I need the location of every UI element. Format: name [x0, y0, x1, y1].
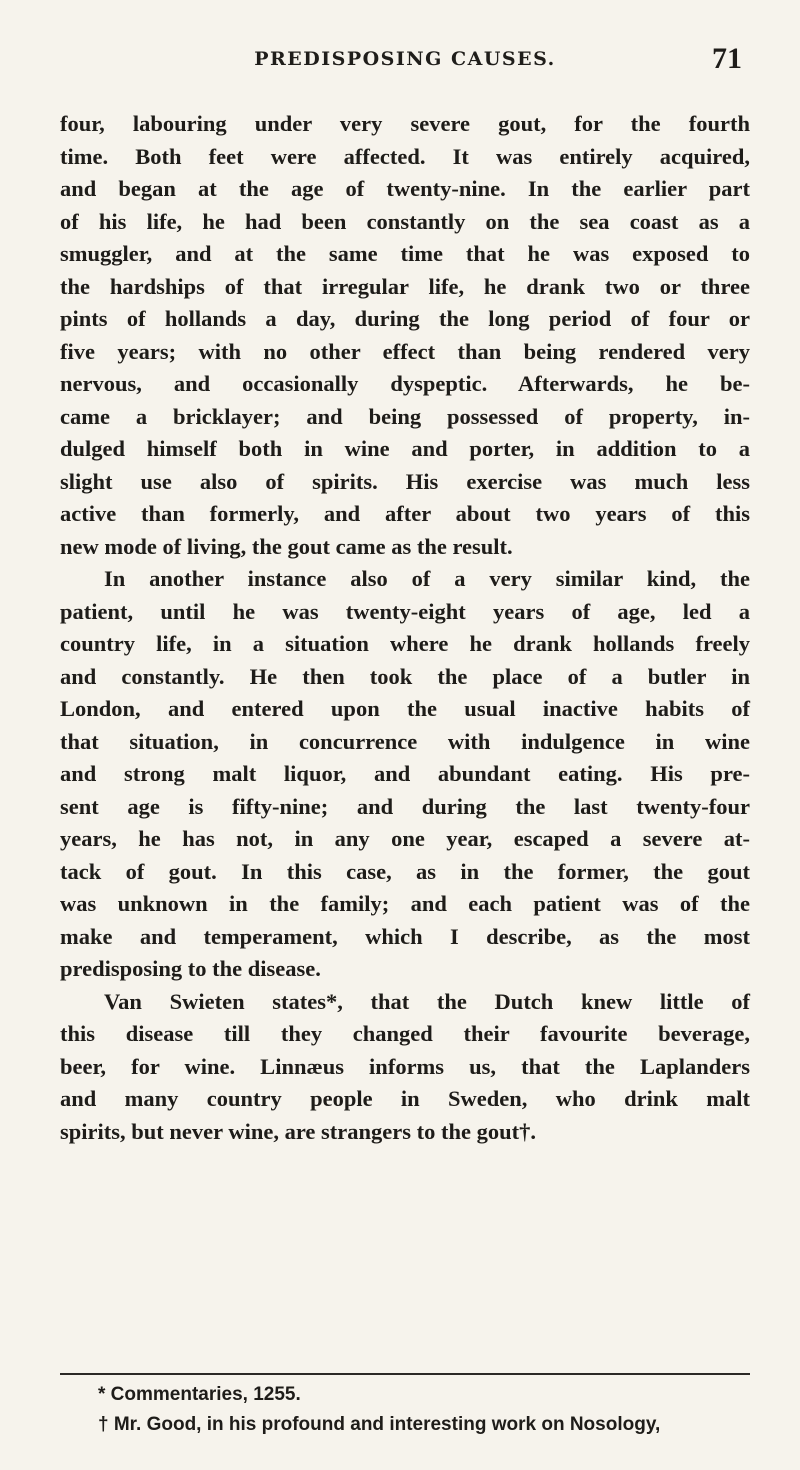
text-line: of his life, he had been constantly on the sea coast as a	[60, 208, 750, 234]
text-line: slight use also of spirits. His exercise was much less	[60, 468, 750, 494]
text-line: and strong malt liquor, and abundant eating. His pre-	[60, 761, 750, 786]
text-line: was unknown in the family; and each patient was of the	[60, 891, 750, 916]
running-head	[60, 42, 750, 82]
text-line: four, labouring under very severe gout, for the fourth	[60, 111, 750, 136]
text-line: pints of hollands a day, during the long period of four or	[60, 306, 750, 331]
footnote-rule	[60, 1373, 750, 1375]
text-line: the hardships of that irregular life, he drank two or three	[60, 273, 750, 299]
text-line: tack of gout. In this case, as in the former, the gout	[60, 858, 750, 884]
text-line: and many country people in Sweden, who drink malt	[60, 1086, 750, 1111]
text-line: and constantly. He then took the place of a butler in	[60, 663, 750, 689]
text-line: dulged himself both in wine and porter, in addition to a	[60, 436, 750, 461]
text-line: smuggler, and at the same time that he was exposed to	[60, 241, 750, 266]
text-line: that situation, in concurrence with indulgence in wine	[60, 728, 750, 754]
text-line: spirits, but never wine, are strangers to the gout†.	[60, 1118, 537, 1144]
text-line: years, he has not, in any one year, escaped a severe at-	[60, 826, 750, 851]
text-line: country life, in a situation where he drank hollands freely	[60, 631, 750, 656]
footnote: * Commentaries, 1255.	[98, 1384, 301, 1405]
text-line: five years; with no other effect than being rendered very	[60, 338, 750, 364]
body-text	[60, 108, 750, 1148]
text-line: beer, for wine. Linnæus informs us, that the Laplanders	[60, 1053, 750, 1079]
text-line: predisposing to the disease.	[60, 956, 321, 981]
text-line: active than formerly, and after about two years of this	[60, 501, 750, 526]
text-line: make and temperament, which I describe, as the most	[60, 923, 750, 949]
text-line: patient, until he was twenty-eight years of age, led a	[60, 598, 750, 624]
page-number: 71	[712, 42, 742, 75]
text-line: London, and entered upon the usual inactive habits of	[60, 696, 750, 721]
running-title: PREDISPOSING CAUSES.	[254, 48, 556, 70]
text-line: sent age is fifty-nine; and during the last twenty-four	[60, 793, 750, 819]
text-line: In another instance also of a very similar kind, the	[104, 566, 750, 591]
text-line: Van Swieten states*, that the Dutch knew little of	[104, 988, 750, 1014]
text-line: came a bricklayer; and being possessed of property, in-	[60, 403, 750, 429]
text-line: and began at the age of twenty-nine. In the earlier part	[60, 176, 750, 201]
footnotes	[60, 1380, 750, 1440]
text-line: time. Both feet were affected. It was entirely acquired,	[60, 143, 750, 169]
text-line: new mode of living, the gout came as the result.	[60, 533, 513, 559]
text-line: this disease till they changed their favourite beverage,	[60, 1021, 750, 1046]
footnote: † Mr. Good, in his profound and interesting work on Nosology,	[98, 1414, 661, 1435]
text-line: nervous, and occasionally dyspeptic. Afterwards, he be-	[60, 371, 750, 396]
